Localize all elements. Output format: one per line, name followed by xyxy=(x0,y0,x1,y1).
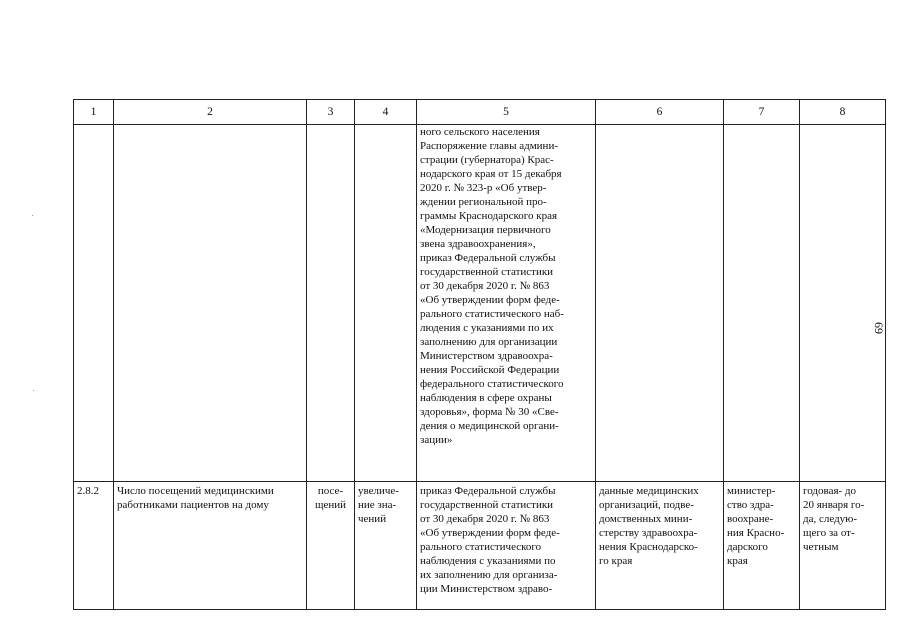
text-line: от 30 декабря 2020 г. № 863 xyxy=(420,513,550,525)
text-line: дения о медицинской органи- xyxy=(420,420,559,432)
text-line: да, следую- xyxy=(803,513,858,525)
text-line: приказ Федеральной службы xyxy=(420,485,556,497)
text-line: ние зна- xyxy=(358,499,397,511)
text-line: людения с указаниями по их xyxy=(420,322,554,334)
text-line: го края xyxy=(599,555,633,567)
text-line: страции (губернатора) Крас- xyxy=(420,154,554,166)
indicator-name-cell xyxy=(114,482,307,610)
text-line: ного сельского населения xyxy=(420,126,540,138)
cell-empty xyxy=(800,125,886,482)
text-line: государственной статистики xyxy=(420,266,554,278)
header-cell-1: 1 xyxy=(74,100,114,125)
text-line: воохране- xyxy=(727,513,774,525)
text-line: годовая- до xyxy=(803,485,857,497)
text-line: 2020 г. № 323-р «Об утвер- xyxy=(420,182,547,194)
text-line: четным xyxy=(803,541,839,553)
text-line: Распоряжение главы админи- xyxy=(420,140,558,152)
text-line: данные медицинских xyxy=(599,485,699,497)
text-line: стерству здравоохра- xyxy=(599,527,698,539)
text-line: государственной статистики xyxy=(420,499,554,511)
header-cell-8: 8 xyxy=(800,100,886,125)
period-text xyxy=(803,484,882,554)
cell-empty xyxy=(74,125,114,482)
text-line: работниками пациентов на дому xyxy=(117,499,269,511)
text-line: организаций, подве- xyxy=(599,499,694,511)
scan-artifact xyxy=(33,390,34,391)
indicator-name xyxy=(117,484,303,512)
unit-cell xyxy=(307,482,355,610)
legal-basis-text xyxy=(420,125,592,447)
text-line: 20 января го- xyxy=(803,499,865,511)
header-cell-3: 3 xyxy=(307,100,355,125)
source-text xyxy=(420,484,592,596)
cell-empty xyxy=(307,125,355,482)
text-line: здоровья», форма № 30 «Све- xyxy=(420,406,559,418)
text-line: края xyxy=(727,555,748,567)
data-source-cell xyxy=(596,482,724,610)
trend-cell xyxy=(355,482,417,610)
text-line: заполнению для организации xyxy=(420,336,558,348)
text-line: нения Краснодарско- xyxy=(599,541,698,553)
text-line: Число посещений медицинскими xyxy=(117,485,274,497)
table-row-continuation xyxy=(74,125,886,482)
text-line: увеличе- xyxy=(358,485,399,497)
text-line: ции Министерством здраво- xyxy=(420,583,553,595)
text-line: зации» xyxy=(420,434,453,446)
text-line: «Об утверждении форм феде- xyxy=(420,294,560,306)
legal-basis-cell xyxy=(417,125,596,482)
text-line: рального статистического xyxy=(420,541,542,553)
text-line: щений xyxy=(314,499,346,511)
text-line: наблюдения в сфере охраны xyxy=(420,392,552,404)
trend-text xyxy=(358,484,413,526)
text-line: дарского xyxy=(727,541,768,553)
text-line: федерального статистического xyxy=(420,378,564,390)
responsible-text xyxy=(727,484,796,568)
cell-empty xyxy=(724,125,800,482)
text-line: чений xyxy=(358,513,387,525)
scan-artifact xyxy=(32,215,33,216)
text-line: ния Красно- xyxy=(727,527,785,539)
text-line: щего за от- xyxy=(803,527,855,539)
text-line: от 30 декабря 2020 г. № 863 xyxy=(420,280,550,292)
header-cell-6: 6 xyxy=(596,100,724,125)
text-line: граммы Краснодарского края xyxy=(420,210,558,222)
header-cell-5: 5 xyxy=(417,100,596,125)
header-cell-4: 4 xyxy=(355,100,417,125)
text-line: посе- xyxy=(317,485,344,497)
text-line: ждении региональной про- xyxy=(420,196,547,208)
text-line: домственных мини- xyxy=(599,513,693,525)
page-number: 69 xyxy=(872,322,886,334)
header-cell-2: 2 xyxy=(114,100,307,125)
table-row-2-8-2 xyxy=(74,482,886,610)
period-cell xyxy=(800,482,886,610)
text-line: нения Российской Федерации xyxy=(420,364,560,376)
source-cell xyxy=(417,482,596,610)
header-cell-7: 7 xyxy=(724,100,800,125)
text-line: их заполнению для организа- xyxy=(420,569,558,581)
text-line: министер- xyxy=(727,485,776,497)
cell-empty xyxy=(596,125,724,482)
row-number: 2.8.2 xyxy=(74,482,114,610)
text-line: рального статистического наб- xyxy=(420,308,564,320)
text-line: ство здра- xyxy=(727,499,774,511)
text-line: звена здравоохранения», xyxy=(420,238,536,250)
text-line: «Модернизация первичного xyxy=(420,224,551,236)
text-line: приказ Федеральной службы xyxy=(420,252,556,264)
indicators-table xyxy=(73,99,886,610)
responsible-cell xyxy=(724,482,800,610)
data-source-text xyxy=(599,484,720,568)
text-line: «Об утверждении форм феде- xyxy=(420,527,560,539)
text-line: Министерством здравоохра- xyxy=(420,350,553,362)
text-line: нодарского края от 15 декабря xyxy=(420,168,562,180)
unit-text xyxy=(310,484,351,512)
table-header-row xyxy=(74,100,886,125)
cell-empty xyxy=(114,125,307,482)
cell-empty xyxy=(355,125,417,482)
text-line: наблюдения с указаниями по xyxy=(420,555,556,567)
